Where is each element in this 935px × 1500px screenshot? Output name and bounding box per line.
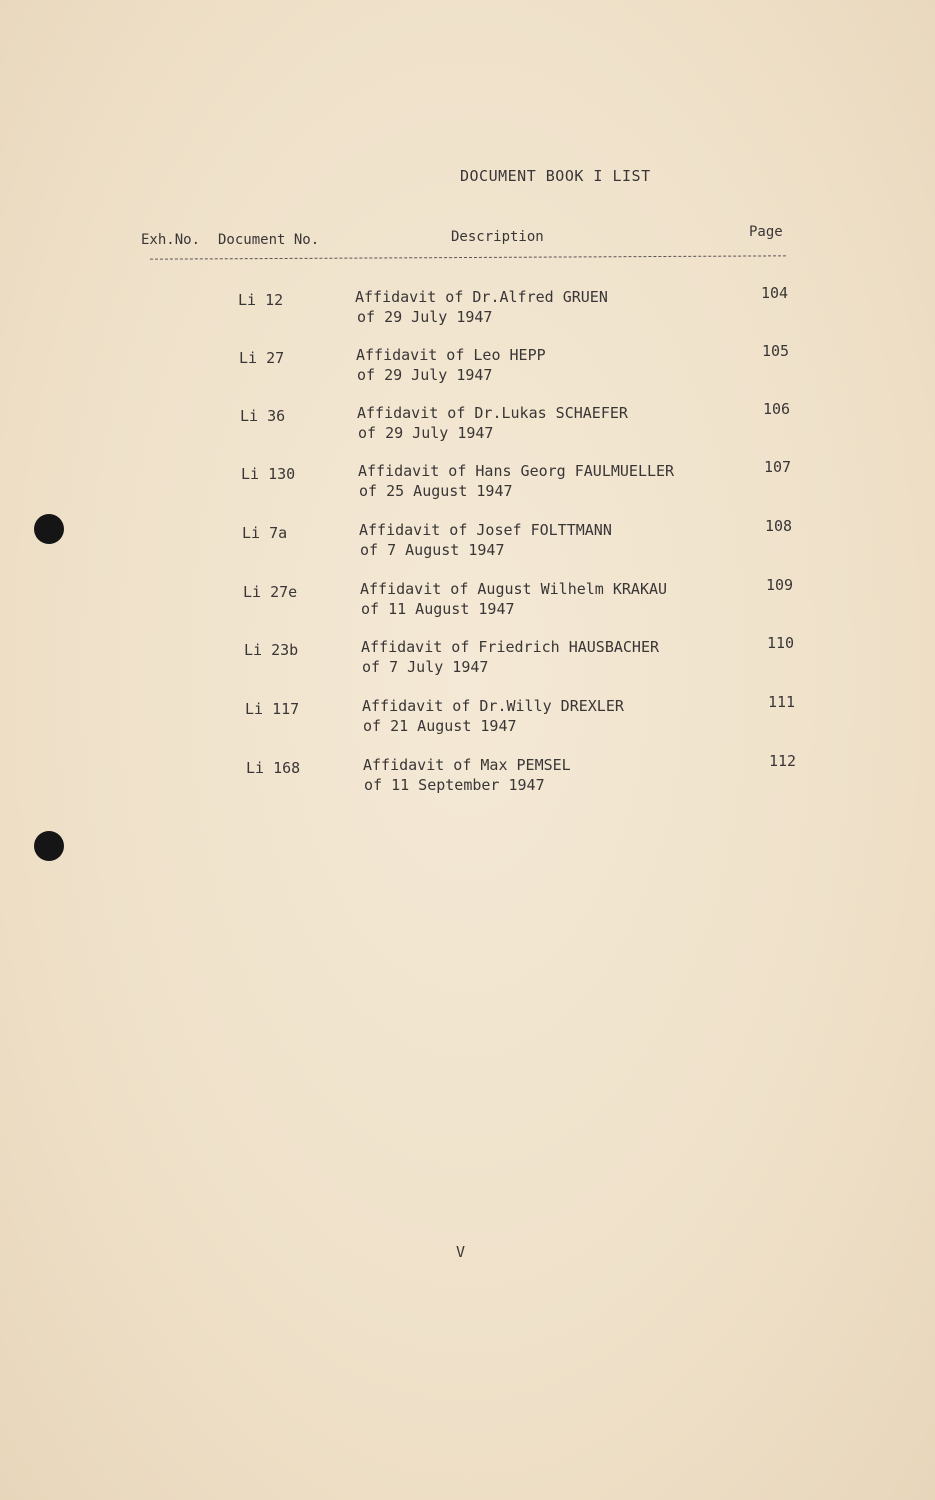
page-number: 112 — [769, 752, 797, 770]
page-number: 111 — [768, 693, 796, 711]
description-line-1: Affidavit of Max PEMSEL — [363, 756, 571, 774]
description-line-1: Affidavit of Dr.Lukas SCHAEFER — [357, 404, 628, 422]
description-line-1: Affidavit of Hans Georg FAULMUELLER — [358, 462, 675, 480]
description-line-2: of 29 July 1947 — [357, 308, 493, 326]
header-page: Page — [749, 224, 783, 240]
description-line-2: of 25 August 1947 — [359, 482, 513, 500]
document-number: Li 7a — [242, 524, 288, 542]
document-number: Li 36 — [240, 407, 286, 425]
page-number: 107 — [764, 458, 792, 476]
description-line-2: of 11 August 1947 — [361, 600, 515, 618]
document-number: Li 12 — [238, 291, 284, 309]
description-line-2: of 21 August 1947 — [363, 717, 517, 735]
header-divider — [150, 255, 786, 259]
page-number: 104 — [761, 284, 789, 302]
page-number: 110 — [767, 634, 795, 652]
page-number: 105 — [762, 342, 790, 360]
document-number: Li 130 — [241, 465, 296, 483]
description-line-2: of 7 July 1947 — [362, 658, 489, 676]
document-number: Li 168 — [246, 759, 301, 777]
document-title: DOCUMENT BOOK I LIST — [460, 167, 651, 185]
description-line-1: Affidavit of Friedrich HAUSBACHER — [361, 638, 660, 656]
document-number: Li 117 — [245, 700, 300, 718]
header-document-no: Document No. — [218, 232, 320, 248]
document-number: Li 27e — [243, 583, 298, 601]
description-line-1: Affidavit of Leo HEPP — [356, 346, 546, 364]
description-line-1: Affidavit of Dr.Alfred GRUEN — [355, 288, 608, 306]
description-line-2: of 11 September 1947 — [364, 776, 545, 794]
document-number: Li 23b — [244, 641, 299, 659]
page-number: 108 — [765, 517, 793, 535]
header-description: Description — [451, 229, 544, 245]
punch-hole-bottom — [34, 831, 64, 861]
description-line-1: Affidavit of Dr.Willy DREXLER — [362, 697, 624, 715]
description-line-2: of 7 August 1947 — [360, 541, 505, 559]
description-line-1: Affidavit of August Wilhelm KRAKAU — [360, 580, 668, 598]
header-exh-no: Exh.No. — [141, 232, 201, 248]
description-line-2: of 29 July 1947 — [357, 366, 493, 384]
description-line-1: Affidavit of Josef FOLTTMANN — [359, 521, 612, 539]
document-number: Li 27 — [239, 349, 285, 367]
page-footer-roman-numeral: V — [456, 1243, 466, 1261]
page-number: 109 — [766, 576, 794, 594]
page-number: 106 — [763, 400, 791, 418]
punch-hole-top — [34, 514, 64, 544]
description-line-2: of 29 July 1947 — [358, 424, 494, 442]
